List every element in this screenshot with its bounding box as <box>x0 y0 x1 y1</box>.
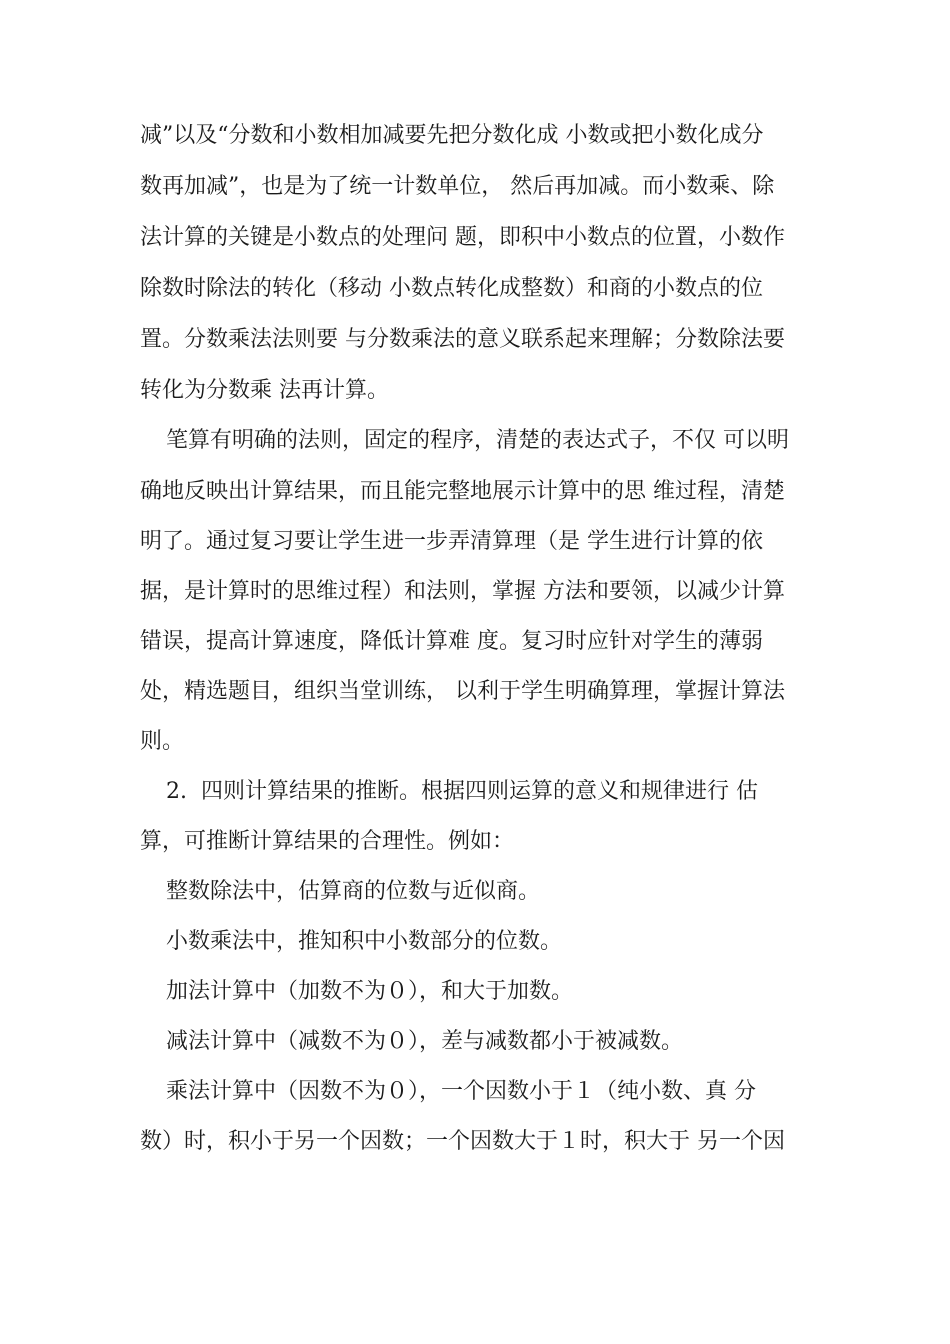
paragraph-2-line-7: 则。 <box>140 729 185 754</box>
paragraph-1-line-2: 数再加减”，也是为了统一计数单位， 然后再加减。而小数乘、除 <box>140 174 775 199</box>
paragraph-2-line-3: 明了。通过复习要让学生进一步弄清算理（是 学生进行计算的依 <box>140 529 763 554</box>
paragraph-2-line-2: 确地反映出计算结果，而且能完整地展示计算中的思 维过程，清楚 <box>140 479 785 504</box>
list-item-addition: 加法计算中（加数不为０），和大于加数。 <box>166 979 574 1004</box>
paragraph-1-line-4: 除数时除法的转化（移动 小数点转化成整数）和商的小数点的位 <box>140 276 763 301</box>
paragraph-4-line-2: 数）时，积小于另一个因数；一个因数大于１时，积大于 另一个因 <box>140 1129 785 1154</box>
paragraph-3-line-2: 算，可推断计算结果的合理性。例如： <box>140 829 515 854</box>
paragraph-2-line-4: 据，是计算时的思维过程）和法则，掌握 方法和要领，以减少计算 <box>140 579 785 604</box>
list-item-subtraction: 减法计算中（减数不为０），差与减数都小于被减数。 <box>166 1029 684 1054</box>
paragraph-2-line-1: 笔算有明确的法则，固定的程序，清楚的表达式子，不仅 可以明 <box>166 428 789 453</box>
paragraph-2-line-5: 错误，提高计算速度，降低计算难 度。复习时应针对学生的薄弱 <box>140 629 763 654</box>
paragraph-4-line-1: 乘法计算中（因数不为０），一个因数小于１（纯小数、真 分 <box>166 1079 756 1104</box>
list-item-integer-division: 整数除法中，估算商的位数与近似商。 <box>166 879 541 904</box>
list-item-decimal-multiplication: 小数乘法中，推知积中小数部分的位数。 <box>166 929 563 954</box>
paragraph-2-line-6: 处，精选题目，组织当堂训练， 以利于学生明确算理，掌握计算法 <box>140 679 785 704</box>
paragraph-1-line-1: 减”以及“分数和小数相加减要先把分数化成 小数或把小数化成分 <box>140 123 764 148</box>
paragraph-3-line-1: 2. 四则计算结果的推断。根据四则运算的意义和规律进行 估 <box>166 779 758 804</box>
paragraph-1-line-6: 转化为分数乘 法再计算。 <box>140 378 389 403</box>
paragraph-1-line-5: 置。分数乘法法则要 与分数乘法的意义联系起来理解；分数除法要 <box>140 327 785 352</box>
paragraph-1-line-3: 法计算的关键是小数点的处理问 题，即积中小数点的位置，小数作 <box>140 225 785 250</box>
